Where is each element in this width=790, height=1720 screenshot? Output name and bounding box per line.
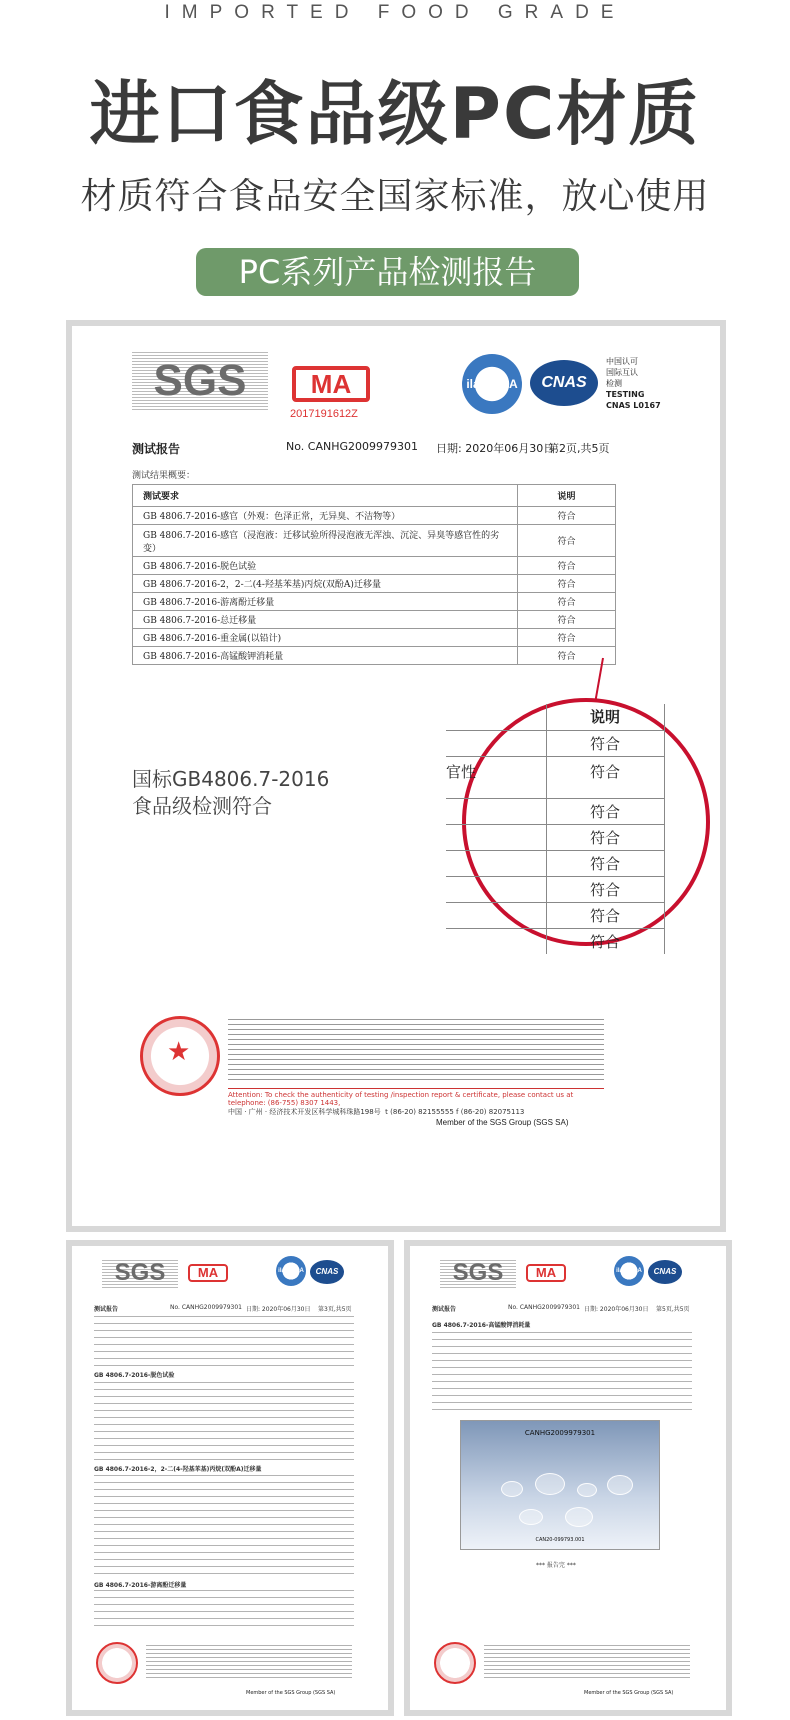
table-row — [133, 593, 616, 611]
glass-item — [501, 1481, 523, 1497]
result-cell: 符合 — [518, 629, 616, 647]
sgs-logo: SGS — [102, 1258, 178, 1288]
section-heading: GB 4806.7-2016-游离酚迁移量 — [94, 1582, 187, 1589]
table-row — [133, 557, 616, 575]
zoom-magnifier — [446, 698, 710, 951]
table-row — [133, 507, 616, 525]
sgs-member-text: Member of the SGS Group (SGS SA) — [584, 1690, 674, 1696]
report-page-5 — [424, 1254, 710, 1704]
ma-logo: MA — [526, 1264, 566, 1282]
glass-item — [519, 1509, 543, 1525]
section-heading: GB 4806.7-2016-脱色试验 — [94, 1372, 175, 1379]
glass-item — [565, 1507, 593, 1527]
text-block — [94, 1474, 354, 1574]
fine-print — [484, 1644, 690, 1678]
table-row — [133, 611, 616, 629]
zoom-result: 符合 — [546, 730, 664, 756]
report-page-3 — [86, 1254, 372, 1704]
requirement-cell: GB 4806.7-2016-总迁移量 — [133, 611, 518, 629]
zoom-result: 符合 — [546, 902, 664, 928]
report-number: No. CANHG2009979301 — [286, 440, 418, 453]
photo-report-number: CANHG2009979301 — [524, 1429, 596, 1437]
text-block — [94, 1316, 354, 1366]
ma-number: 2017191612Z — [290, 408, 358, 420]
table-row — [133, 525, 616, 557]
report-page: 第2页,共5页 — [548, 442, 610, 455]
zoom-result: 符合 — [546, 928, 664, 954]
report-page: 第5页,共5页 — [656, 1306, 690, 1313]
main-report-card — [66, 320, 726, 1232]
glass-item — [535, 1473, 565, 1495]
sgs-member-text: Member of the SGS Group (SGS SA) — [436, 1118, 569, 1127]
company-seal — [140, 1016, 220, 1096]
section-heading: GB 4806.7-2016-2，2-二(4-羟基苯基)丙烷(双酚A)迁移量 — [94, 1466, 262, 1473]
zoom-fragment: 官性 — [446, 756, 546, 798]
report-badge: PC系列产品检测报告 — [196, 248, 579, 296]
requirement-cell: GB 4806.7-2016-脱色试验 — [133, 557, 518, 575]
zoom-table — [446, 704, 665, 954]
ilac-mra-logo: ilac-MRA — [462, 354, 522, 414]
report-page: 第3页,共5页 — [318, 1306, 352, 1313]
requirement-cell: GB 4806.7-2016-游离酚迁移量 — [133, 593, 518, 611]
result-cell: 符合 — [518, 525, 616, 557]
page-title: 进口食品级PC材质 — [89, 73, 701, 155]
sgs-logo: SGS — [132, 352, 268, 410]
sgs-member-text: Member of the SGS Group (SGS SA) — [246, 1690, 336, 1696]
zoom-header: 说明 — [546, 704, 664, 730]
result-cell: 符合 — [518, 647, 616, 665]
text-block — [94, 1380, 354, 1460]
footer-address: Attention: To check the authenticity of testing /inspection report & certificate, please contact us at telephone: (86-755) 8307 1443, 中国 · 广州 · 经济技术开发区科学城科珠路198号 t (86-20) 82155555 f (86-20) 82075113 — [228, 1088, 604, 1112]
result-header: 说明 — [518, 485, 616, 507]
report-title: 测试报告 — [132, 442, 181, 456]
cnas-logo: CNAS — [310, 1260, 344, 1284]
report-end-note: *** 报告完 *** — [536, 1562, 576, 1569]
cnas-accreditation-text: 中国认可 国际互认 检测 TESTING CNAS L0167 — [606, 357, 661, 410]
table-row — [133, 575, 616, 593]
requirement-cell: GB 4806.7-2016-感官（浸泡液：迁移试验所得浸泡液无浑浊、沉淀、异臭等感官性的劣变） — [133, 525, 518, 557]
report-page-3-card — [66, 1240, 394, 1716]
page-subtitle: 材质符合食品安全国家标准，放心使用 — [80, 176, 710, 217]
requirement-cell: GB 4806.7-2016-感官（外观：色泽正常，无异臭、不洁物等） — [133, 507, 518, 525]
zoom-result: 符合 — [546, 876, 664, 902]
report-date: 日期: 2020年06月30日 — [584, 1306, 649, 1313]
result-cell: 符合 — [518, 575, 616, 593]
photo-sample-number: CAN20-099793.001 — [535, 1537, 585, 1543]
zoom-result: 符合 — [546, 798, 664, 824]
section-heading: GB 4806.7-2016-高锰酸钾消耗量 — [432, 1322, 531, 1329]
ilac-mra-logo: ilac-MRA — [276, 1256, 306, 1286]
fine-print — [228, 1018, 604, 1080]
report-number: No. CANHG2009979301 — [170, 1304, 242, 1311]
company-seal — [96, 1642, 138, 1684]
sample-photo — [460, 1420, 660, 1550]
fine-print — [146, 1644, 352, 1678]
cnas-logo: CNAS — [530, 360, 598, 406]
results-table — [132, 484, 616, 665]
text-block — [94, 1590, 354, 1626]
zoom-result: 符合 — [546, 756, 664, 798]
cnas-logo: CNAS — [648, 1260, 682, 1284]
result-cell: 符合 — [518, 557, 616, 575]
sgs-logo: SGS — [440, 1258, 516, 1288]
standard-caption: 国标GB4806.7-2016 食品级检测符合 — [132, 767, 330, 818]
requirement-cell: GB 4806.7-2016-2，2-二(4-羟基苯基)丙烷(双酚A)迁移量 — [133, 575, 518, 593]
report-date: 日期: 2020年06月30日 — [436, 442, 555, 455]
requirement-cell: GB 4806.7-2016-重金属(以铅计) — [133, 629, 518, 647]
result-cell: 符合 — [518, 507, 616, 525]
star-icon: ★ — [167, 1037, 191, 1067]
company-seal — [434, 1642, 476, 1684]
table-row — [133, 629, 616, 647]
ma-logo: MA — [292, 366, 370, 402]
report-date: 日期: 2020年06月30日 — [246, 1306, 311, 1313]
report-title: 测试报告 — [94, 1306, 119, 1313]
table-row — [133, 647, 616, 665]
summary-label: 测试结果概要： — [132, 471, 196, 481]
ma-logo: MA — [188, 1264, 228, 1282]
report-page-5-card — [404, 1240, 732, 1716]
ilac-mra-logo: ilac-MRA — [614, 1256, 644, 1286]
zoom-result: 符合 — [546, 850, 664, 876]
report-number: No. CANHG2009979301 — [508, 1304, 580, 1311]
text-block — [432, 1330, 692, 1410]
glass-item — [577, 1483, 597, 1497]
glass-item — [607, 1475, 633, 1495]
result-cell: 符合 — [518, 593, 616, 611]
table-header — [133, 485, 616, 507]
result-cell: 符合 — [518, 611, 616, 629]
requirement-cell: GB 4806.7-2016-高锰酸钾消耗量 — [133, 647, 518, 665]
report-title: 测试报告 — [432, 1306, 457, 1313]
requirement-header: 测试要求 — [133, 485, 518, 507]
zoom-result: 符合 — [546, 824, 664, 850]
header-tagline: IMPORTED FOOD GRADE — [164, 2, 626, 23]
